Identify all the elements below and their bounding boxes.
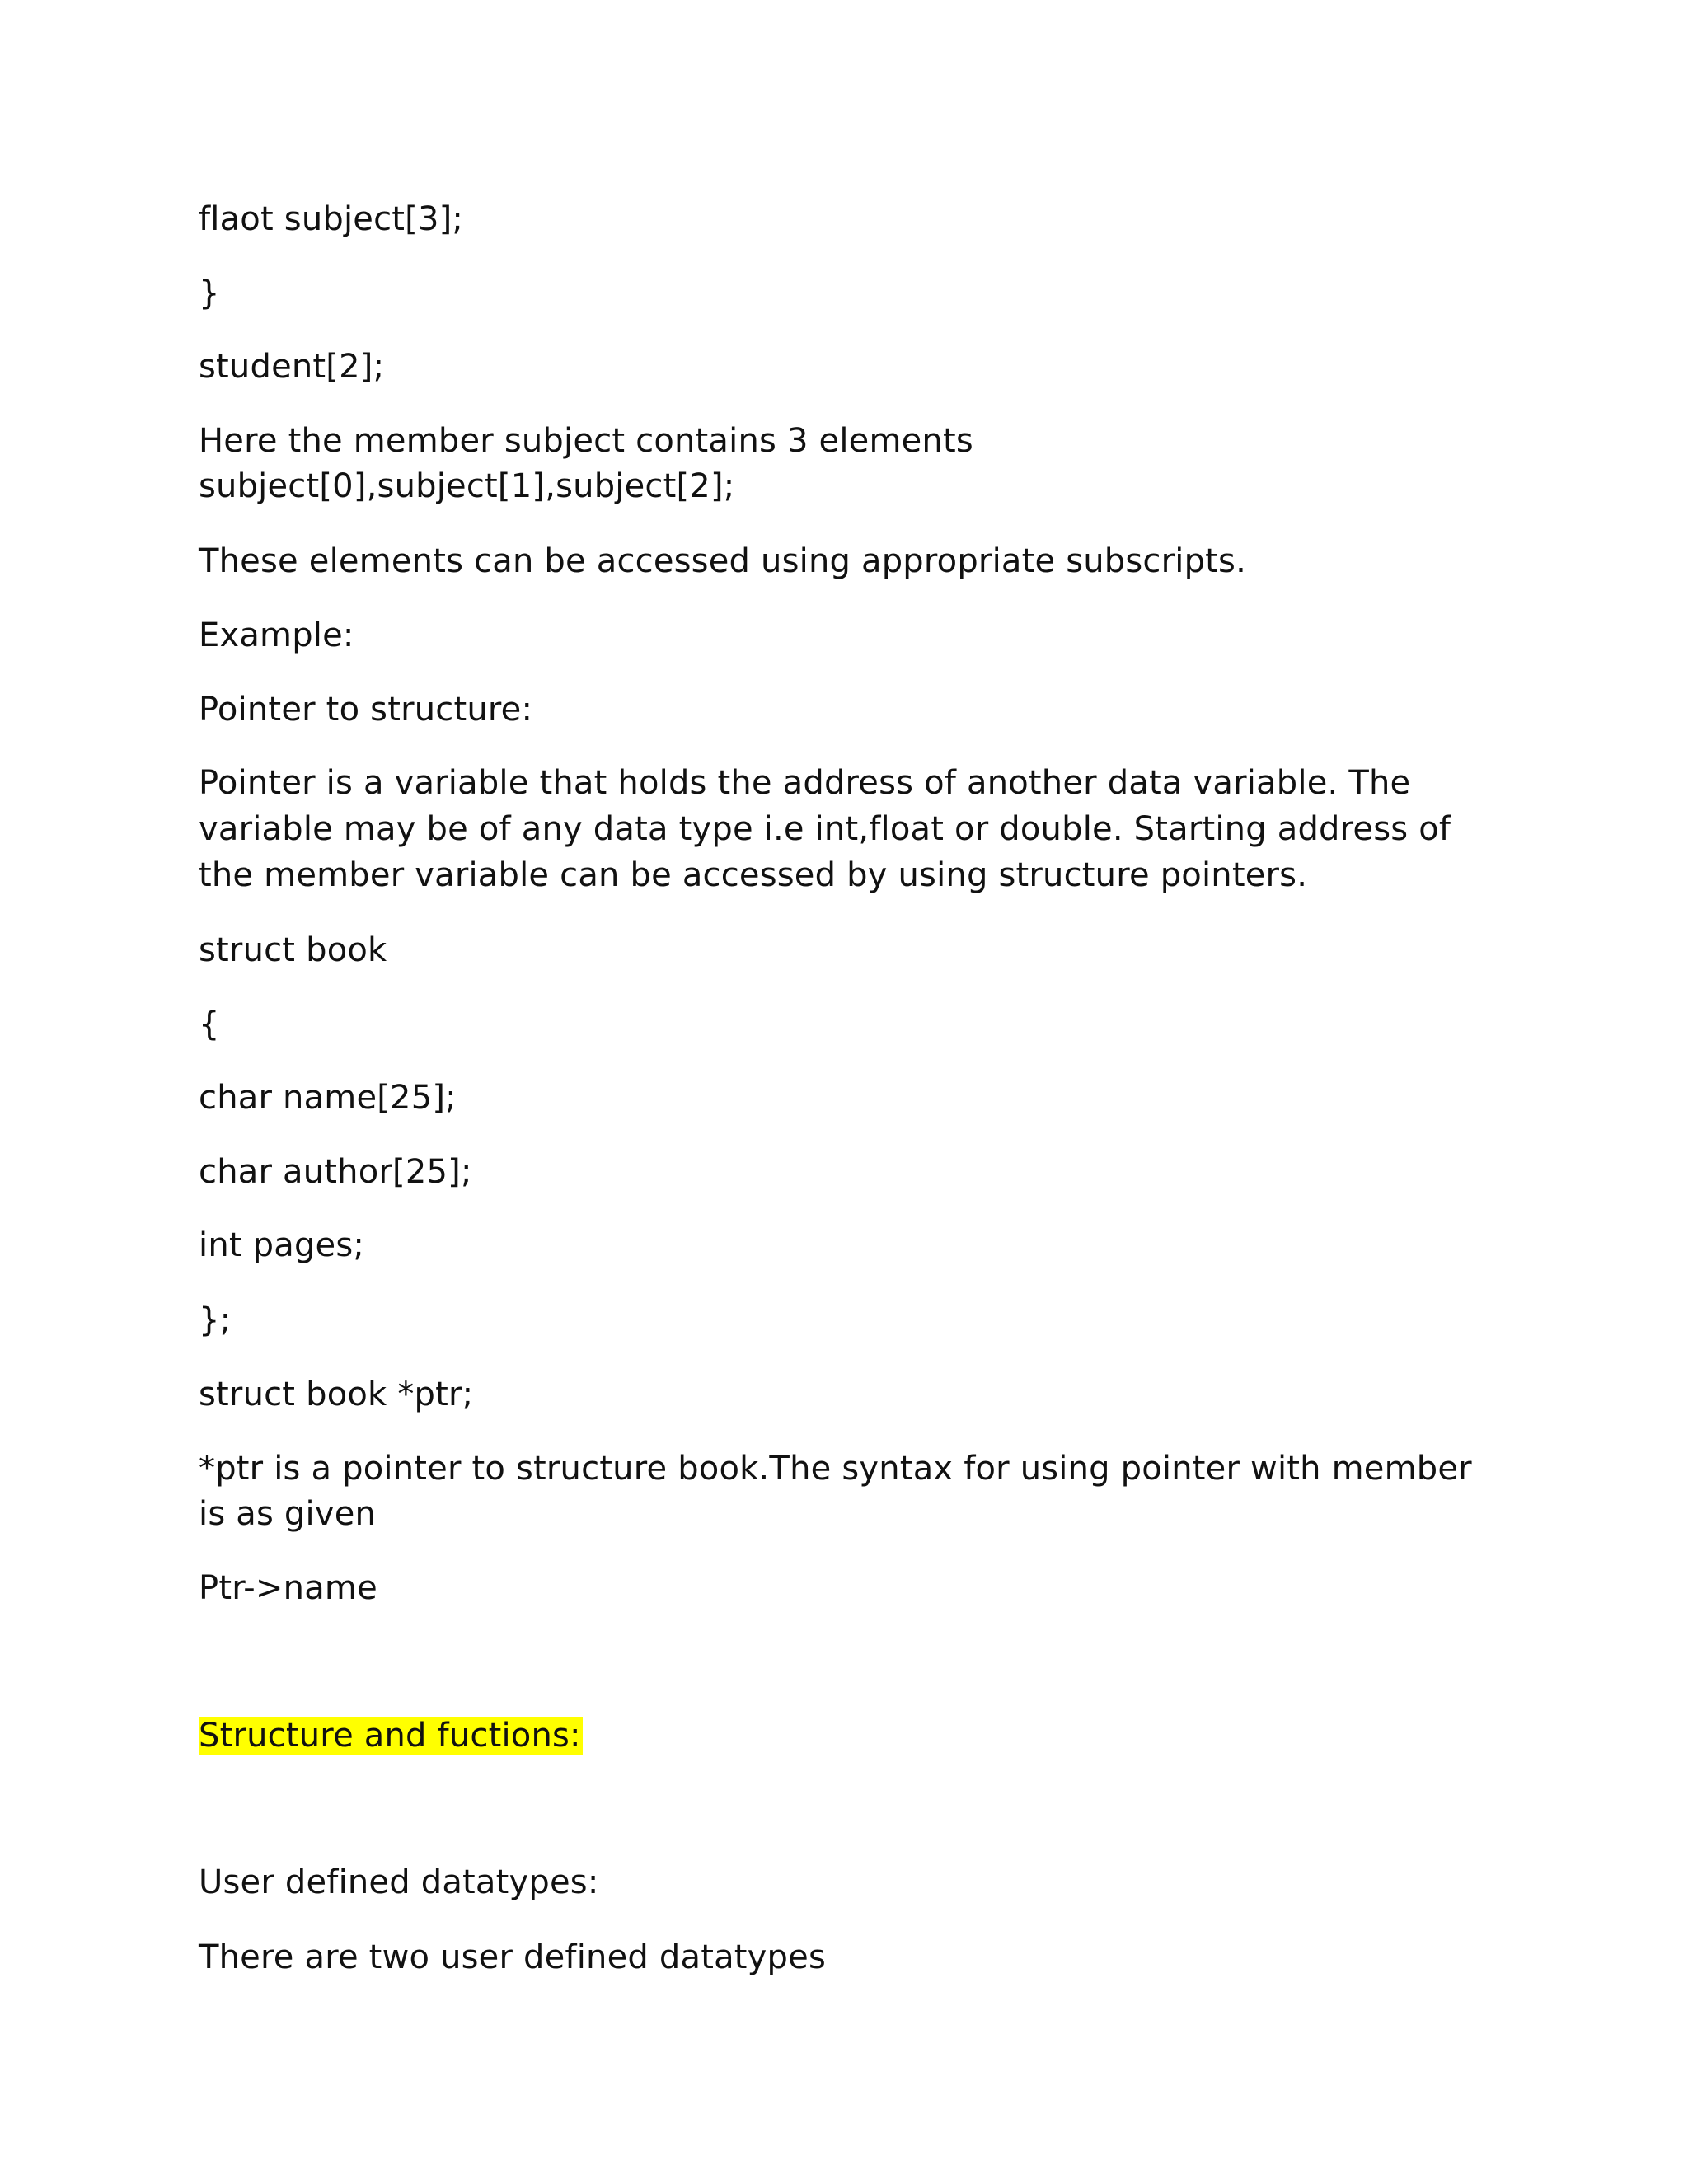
code-line-struct-end: };: [199, 1301, 232, 1339]
paragraph-line: *ptr is a pointer to structure book.The syntax for using pointer with member: [199, 1450, 1472, 1488]
code-line-opening-brace: {: [199, 1005, 220, 1043]
code-line-pages-field: int pages;: [199, 1226, 365, 1264]
code-line-subject-array: flaot subject[3];: [199, 200, 464, 238]
paragraph-line: variable may be of any data type i.e int,float or double. Starting address of: [199, 810, 1451, 848]
paragraph-line: These elements can be accessed using appropriate subscripts.: [199, 542, 1247, 580]
paragraph-line: Pointer is a variable that holds the address of another data variable. The: [199, 764, 1411, 802]
code-line-closing-brace: }: [199, 274, 220, 312]
paragraph-line: subject[0],subject[1],subject[2];: [199, 467, 735, 505]
code-line-pointer-declaration: struct book *ptr;: [199, 1376, 474, 1413]
section-heading-pointer-to-structure: Pointer to structure:: [199, 691, 533, 729]
paragraph-line: Here the member subject contains 3 elements: [199, 422, 973, 460]
code-line-author-field: char author[25];: [199, 1153, 472, 1191]
highlighted-heading-text: Structure and fuctions:: [199, 1717, 581, 1755]
section-heading-structure-functions: [199, 1713, 583, 1759]
paragraph-line: the member variable can be accessed by using structure pointers.: [199, 856, 1308, 894]
paragraph-line: There are two user defined datatypes: [199, 1938, 826, 1976]
example-label: Example:: [199, 616, 354, 654]
code-line-ptr-name: Ptr->name: [199, 1569, 377, 1607]
paragraph-line: is as given: [199, 1495, 377, 1533]
code-line-student-array: student[2];: [199, 348, 385, 386]
code-line-name-field: char name[25];: [199, 1079, 457, 1117]
code-line-struct-book: struct book: [199, 931, 387, 969]
section-heading-user-defined-datatypes: User defined datatypes:: [199, 1863, 599, 1901]
